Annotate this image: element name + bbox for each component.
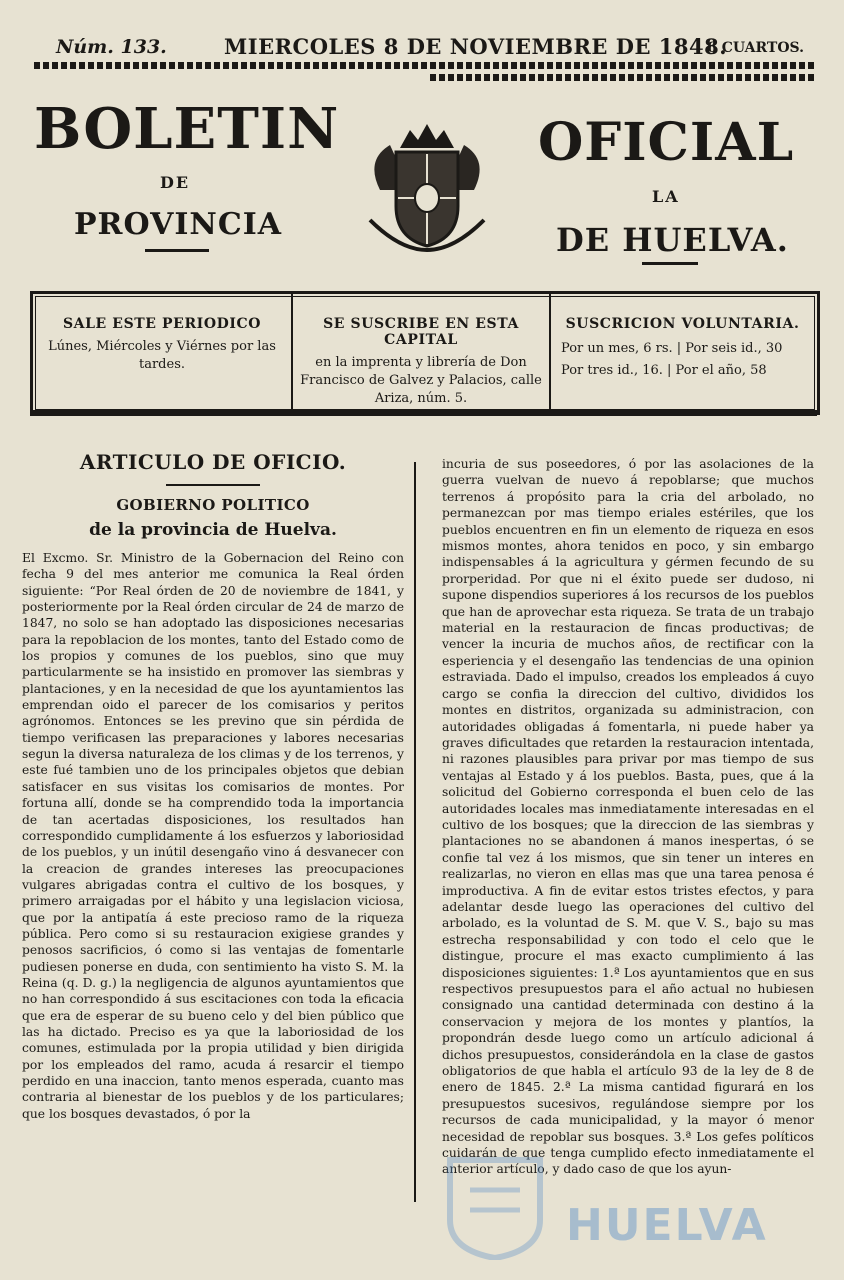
masthead-rule (145, 249, 209, 252)
right-column (442, 456, 814, 1178)
publication-days (33, 294, 291, 412)
watermark-text: HUELVA (566, 1200, 768, 1251)
masthead-boletin: BOLETIN (34, 96, 340, 162)
article-title: ARTICULO DE OFICIO. (79, 450, 347, 474)
decorative-rule (34, 62, 814, 69)
left-column (22, 450, 404, 1122)
article-subtitle-province: de la provincia de Huelva. (89, 520, 337, 540)
price-row: Por un mes, 6 rs. | Por seis id., 30 (561, 341, 783, 356)
issue-price: 6 CUARTOS. (707, 40, 804, 56)
price-row: Por tres id., 16. | Por el año, 58 (561, 363, 767, 378)
article-body-left: El Excmo. Sr. Ministro de la Gobernacion del Reino con fecha 9 del mes anterior me comunica la Real órden siguiente: “Por Real órden de 20 de noviembre de 1841, y posteriormente por la Real órden circular de 24 de marzo de 1847, no solo se han adoptado las disposiciones necesarias para la repoblacion de los montes, tanto del Estado como de los propios y comunes de los pueblos, sino que muy particularmente se ha insistido en promover las siembras y plantaciones, y en la necesidad de que los ayuntamientos las emprendan oido el parecer de los comisarios y peritos agrónomos. Entonces se les previno que sin pérdida de tiempo verificasen las preparaciones y labores necesarias segun la diversa naturaleza de los climas y de los terrenos, y este fué tambien uno de los principales objetos que debian satisfacer en sus visitas los comisarios de montes. Por fortuna allí, donde se ha comprendido toda la importancia de tan acertadas disposiciones, los resultados han correspondido cumplidamente á los esfuerzos y laboriosidad de los pueblos, y un inútil desengaño vino á desvanecer con la creacion de grandes intereses las preocupaciones vulgares abrigadas contra el cultivo de los bosques, y primero arraigadas por el hábito y una legislacion viciosa, que por la antipatía á este precioso ramo de la riqueza pública. Pero como si su restauracion exigiese grandes y penosos sacrificios, ó como si las ventajas de fomentarle pudiesen ponerse en duda, con sentimiento ha visto S. M. la Reina (q. D. g.) la negligencia de algunos ayuntamientos que no han correspondido á sus escitaciones con toda la eficacia que era de esperar de su bueno celo y del bien público que las ha dictado. Preciso es ya que la laboriosidad de los comunes, estimulada por la propia utilidad y bien dirigida por los empleados del ramo, acuda á resarcir el tiempo perdido en una inaccion, tanto menos esperada, cuanto mas contraria al bienestar de los pueblos y de los particulares; que los bosques devastados, ó por la (22, 551, 404, 1121)
masthead-de: DE (160, 173, 191, 192)
subscription-place-text: en la imprenta y librería de Don Francisco de Galvez y Palacios, calle Ariza, núm. 5. (300, 355, 542, 406)
subscription-place (291, 294, 549, 412)
masthead-de-huelva: DE HUELVA. (556, 221, 789, 259)
masthead-provincia: PROVINCIA (74, 207, 283, 242)
masthead-rule (642, 262, 698, 265)
issue-date: MIERCOLES 8 DE NOVIEMBRE DE 1848. (224, 34, 728, 59)
publication-days-text: Lúnes, Miércoles y Viérnes por las tardes. (48, 339, 276, 372)
decorative-rule (430, 74, 814, 81)
masthead-oficial: OFICIAL (538, 112, 795, 173)
title-rule (166, 484, 260, 486)
article-subtitle: GOBIERNO POLITICO (116, 496, 310, 514)
subscription-prices (549, 294, 814, 412)
subscription-box (30, 291, 820, 415)
masthead-la: LA (652, 187, 680, 206)
publication-days-heading: SALE ESTE PERIODICO (62, 316, 262, 332)
subscription-prices-heading: SUSCRICION VOLUNTARIA. (565, 316, 800, 332)
coat-of-arms-icon (360, 120, 494, 252)
subscription-place-heading: SE SUSCRIBE EN ESTA CAPITAL (323, 316, 519, 348)
column-divider (414, 462, 416, 1202)
issue-number: Núm. 133. (56, 36, 167, 58)
section-rule (30, 410, 817, 416)
article-body-right: incuria de sus poseedores, ó por las asolaciones de la guerra vuelvan de nuevo á repoblarse; que muchos terrenos á propósito para la cria del arbolado, no permanezcan por mas tiempo eriales estériles, que los pueblos encuentren en fin un elemento de riqueza en esos mismos montes, ahora tenidos en poco, y sin embargo indispensables á la agricultura y gérmen fecundo de su prorperidad. Por que ni el éxito puede ser dudoso, ni supone dispendios superiores á los recursos de los pueblos que han de aprovechar esta riqueza. Se trata de un trabajo material en la restauracion de fincas productivas; de vencer la incuria de muchos años, de rectificar con la esperiencia y el desengaño las tendencias de una opinion estraviada. Dado el impulso, creados los empleados á cuyo cargo se confia la direccion del cultivo, divididos los montes en distritos, organizada su administracion, con autoridades obligadas á fomentarla, ni puede haber ya graves dificultades que retarden la restauracion intentada, ni razones plausibles para privar por mas tiempo de sus ventajas al Estado y á los pueblos. Basta, pues, que á la solicitud del Gobierno corresponda el buen celo de las autoridades locales mas inmediatamente interesadas en el cultivo de los bosques; que la direccion de las siembras y plantaciones no se abandonen á manos inespertas, ó se confie tal vez á los mismos, que sin tener un interes en realizarlas, no vieron en ellas mas que una tarea penosa é improductiva. A fin de evitar estos tristes efectos, y para adelantar desde luego las operaciones del cultivo del arbolado, es la voluntad de S. M. que V. S., bajo su mas estrecha responsabilidad y con todo el celo que le distingue, procure el mas exacto cumplimiento á las disposiciones siguientes: 1.ª Los ayuntamientos que en sus respectivos presupuestos para el año actual no hubiesen consignado una cantidad determinada con destino á la conservacion y mejora de los montes y plantíos, la propondrán desde luego como un artículo adicional á dichos presupuestos, considerándola en la clase de gastos obligatorios de que habla el artículo 93 de la ley de 8 de enero de 1845. 2.ª La misma cantidad figurará en los presupuestos sucesivos, regulándose siempre por los recursos de cada municipalidad, y la mayor ó menor necesidad de repoblar sus bosques. 3.ª Los gefes políticos cuidarán de que tenga cumplido efecto inmediatamente el anterior artículo, y dado caso de que los ayun- (442, 457, 814, 1177)
